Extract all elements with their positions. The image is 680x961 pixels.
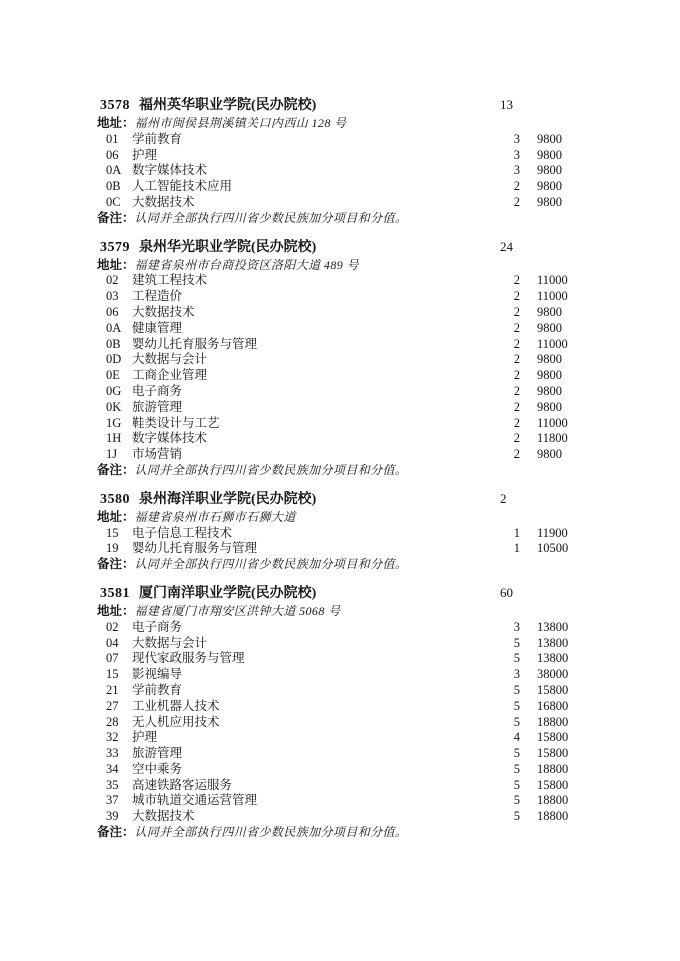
institution-name: 泉州海洋职业学院(民办院校) bbox=[139, 491, 317, 507]
major-code: 32 bbox=[106, 730, 119, 745]
major-row bbox=[97, 305, 570, 321]
major-quota: 2 bbox=[513, 179, 520, 194]
note-label: 备注： bbox=[97, 462, 135, 477]
major-row bbox=[97, 447, 570, 463]
major-quota: 2 bbox=[513, 273, 520, 288]
major-quota: 3 bbox=[513, 147, 520, 162]
major-code: 1H bbox=[106, 431, 122, 446]
major-quota: 5 bbox=[513, 698, 520, 713]
major-row bbox=[97, 400, 570, 416]
major-name: 数字媒体技术 bbox=[132, 163, 208, 178]
note-text: 认同并全部执行四川省少数民族加分项目和分值。 bbox=[134, 210, 408, 225]
major-code: 0E bbox=[106, 368, 120, 383]
note-row bbox=[97, 211, 570, 227]
note-row bbox=[97, 557, 570, 573]
note-label: 备注： bbox=[97, 825, 135, 840]
major-row bbox=[97, 163, 570, 179]
major-name: 鞋类设计与工艺 bbox=[132, 415, 220, 430]
major-row bbox=[97, 273, 570, 289]
major-fee: 9800 bbox=[537, 352, 562, 367]
major-row bbox=[97, 746, 570, 762]
major-quota: 2 bbox=[513, 320, 520, 335]
address-text: 福建省泉州市台商投资区洛阳大道 489 号 bbox=[134, 257, 359, 272]
major-quota: 1 bbox=[513, 525, 520, 540]
major-fee: 18800 bbox=[537, 714, 569, 729]
major-code: 01 bbox=[106, 131, 119, 146]
major-code: 19 bbox=[106, 541, 119, 556]
institution-total-quota: 2 bbox=[500, 490, 507, 506]
address-text: 福建省泉州市石狮市石狮大道 bbox=[134, 509, 296, 524]
major-list bbox=[97, 273, 570, 463]
major-code: 0D bbox=[106, 352, 122, 367]
major-fee: 13800 bbox=[537, 619, 569, 634]
note-label: 备注： bbox=[97, 557, 135, 572]
note-row bbox=[97, 463, 570, 479]
institution-section bbox=[97, 584, 570, 841]
major-row bbox=[97, 195, 570, 211]
major-quota: 5 bbox=[513, 635, 520, 650]
major-code: 33 bbox=[106, 746, 119, 761]
major-fee: 9800 bbox=[537, 383, 562, 398]
major-fee: 18800 bbox=[537, 809, 569, 824]
major-code: 34 bbox=[106, 761, 119, 776]
major-quota: 2 bbox=[513, 399, 520, 414]
address-row bbox=[97, 116, 570, 132]
major-fee: 9800 bbox=[537, 447, 562, 462]
major-code: 0B bbox=[106, 179, 121, 194]
major-quota: 2 bbox=[513, 194, 520, 209]
major-quota: 2 bbox=[513, 289, 520, 304]
major-name: 护理 bbox=[132, 147, 158, 162]
major-quota: 2 bbox=[513, 336, 520, 351]
major-name: 高速铁路客运服务 bbox=[132, 777, 233, 792]
major-name: 人工智能技术应用 bbox=[132, 179, 233, 194]
major-name: 工业机器人技术 bbox=[132, 698, 220, 713]
institution-header bbox=[97, 584, 570, 604]
major-quota: 3 bbox=[513, 619, 520, 634]
major-code: 0A bbox=[106, 163, 122, 178]
major-code: 06 bbox=[106, 147, 119, 162]
major-code: 15 bbox=[106, 525, 119, 540]
major-quota: 3 bbox=[513, 163, 520, 178]
institution-section bbox=[97, 490, 570, 573]
major-quota: 4 bbox=[513, 730, 520, 745]
major-fee: 9800 bbox=[537, 304, 562, 319]
major-name: 健康管理 bbox=[132, 320, 183, 335]
institution-section bbox=[97, 96, 570, 227]
major-fee: 15800 bbox=[537, 777, 569, 792]
major-quota: 2 bbox=[513, 383, 520, 398]
major-fee: 9800 bbox=[537, 179, 562, 194]
major-row bbox=[97, 148, 570, 164]
major-quota: 2 bbox=[513, 415, 520, 430]
major-row bbox=[97, 809, 570, 825]
major-code: 0B bbox=[106, 336, 121, 351]
major-row bbox=[97, 636, 570, 652]
major-name: 护理 bbox=[132, 730, 158, 745]
major-fee: 38000 bbox=[537, 667, 569, 682]
major-name: 大数据技术 bbox=[132, 809, 195, 824]
major-name: 大数据与会计 bbox=[132, 352, 208, 367]
major-row bbox=[97, 715, 570, 731]
major-code: 0A bbox=[106, 320, 122, 335]
major-code: 04 bbox=[106, 635, 119, 650]
major-row bbox=[97, 526, 570, 542]
major-row bbox=[97, 352, 570, 368]
address-text: 福州市闽侯县荆溪镇关口内西山 128 号 bbox=[134, 116, 347, 130]
major-fee: 13800 bbox=[537, 635, 569, 650]
institution-header bbox=[97, 490, 570, 510]
note-row bbox=[97, 825, 570, 841]
major-code: 37 bbox=[106, 793, 119, 808]
major-row bbox=[97, 337, 570, 353]
major-name: 大数据技术 bbox=[132, 304, 195, 319]
institution-section bbox=[97, 238, 570, 479]
major-list bbox=[97, 526, 570, 558]
institution-list bbox=[97, 96, 570, 852]
major-quota: 5 bbox=[513, 746, 520, 761]
major-name: 无人机应用技术 bbox=[132, 714, 220, 729]
major-name: 数字媒体技术 bbox=[132, 431, 208, 446]
major-quota: 5 bbox=[513, 651, 520, 666]
major-row bbox=[97, 667, 570, 683]
note-label: 备注： bbox=[97, 210, 135, 225]
major-name: 城市轨道交通运营管理 bbox=[132, 793, 258, 808]
major-name: 市场营销 bbox=[132, 447, 183, 462]
major-row bbox=[97, 651, 570, 667]
major-code: 1J bbox=[106, 447, 118, 462]
major-name: 工商企业管理 bbox=[132, 368, 208, 383]
major-code: 21 bbox=[106, 682, 119, 697]
major-row bbox=[97, 179, 570, 195]
note-text: 认同并全部执行四川省少数民族加分项目和分值。 bbox=[134, 825, 408, 840]
major-row bbox=[97, 620, 570, 636]
institution-name: 泉州华光职业学院(民办院校) bbox=[139, 239, 317, 255]
institution-code: 3578 bbox=[100, 98, 130, 113]
major-quota: 2 bbox=[513, 431, 520, 446]
major-fee: 9800 bbox=[537, 131, 562, 146]
institution-code: 3581 bbox=[100, 585, 130, 601]
institution-total-quota: 24 bbox=[500, 238, 513, 254]
address-label: 地址： bbox=[97, 509, 135, 524]
major-fee: 9800 bbox=[537, 147, 562, 162]
major-fee: 11800 bbox=[537, 431, 568, 446]
major-fee: 15800 bbox=[537, 682, 569, 697]
address-row bbox=[97, 258, 570, 274]
major-name: 影视编导 bbox=[132, 667, 183, 682]
major-name: 电子商务 bbox=[132, 383, 183, 398]
note-text: 认同并全部执行四川省少数民族加分项目和分值。 bbox=[134, 462, 408, 477]
major-code: 35 bbox=[106, 777, 119, 792]
major-fee: 11000 bbox=[537, 336, 568, 351]
major-quota: 3 bbox=[513, 131, 520, 146]
address-label: 地址： bbox=[97, 257, 135, 272]
major-quota: 2 bbox=[513, 368, 520, 383]
major-name: 旅游管理 bbox=[132, 399, 183, 414]
major-fee: 10500 bbox=[537, 541, 569, 556]
address-text: 福建省厦门市翔安区洪钟大道 5068 号 bbox=[134, 603, 341, 618]
major-code: 0K bbox=[106, 399, 122, 414]
major-row bbox=[97, 699, 570, 715]
major-fee: 13800 bbox=[537, 651, 569, 666]
major-quota: 5 bbox=[513, 809, 520, 824]
address-row bbox=[97, 604, 570, 620]
major-name: 大数据技术 bbox=[132, 194, 195, 209]
major-name: 现代家政服务与管理 bbox=[132, 651, 245, 666]
address-label: 地址： bbox=[97, 116, 135, 130]
major-fee: 9800 bbox=[537, 399, 562, 414]
major-fee: 11900 bbox=[537, 525, 568, 540]
address-row bbox=[97, 510, 570, 526]
major-quota: 2 bbox=[513, 304, 520, 319]
institution-header bbox=[97, 96, 570, 116]
major-row bbox=[97, 778, 570, 794]
major-row bbox=[97, 683, 570, 699]
major-code: 39 bbox=[106, 809, 119, 824]
major-code: 0C bbox=[106, 194, 121, 209]
major-name: 建筑工程技术 bbox=[132, 273, 208, 288]
major-list bbox=[97, 620, 570, 825]
major-name: 旅游管理 bbox=[132, 746, 183, 761]
major-name: 学前教育 bbox=[132, 682, 183, 697]
major-row bbox=[97, 289, 570, 305]
major-fee: 11000 bbox=[537, 415, 568, 430]
major-row bbox=[97, 368, 570, 384]
major-code: 28 bbox=[106, 714, 119, 729]
major-name: 空中乘务 bbox=[132, 761, 183, 776]
major-quota: 2 bbox=[513, 447, 520, 462]
major-fee: 11000 bbox=[537, 273, 568, 288]
major-name: 电子信息工程技术 bbox=[132, 525, 233, 540]
major-row bbox=[97, 132, 570, 148]
institution-name: 厦门南洋职业学院(民办院校) bbox=[139, 585, 317, 601]
major-fee: 16800 bbox=[537, 698, 569, 713]
major-fee: 9800 bbox=[537, 194, 562, 209]
major-fee: 9800 bbox=[537, 368, 562, 383]
major-row bbox=[97, 762, 570, 778]
major-row bbox=[97, 541, 570, 557]
major-name: 婴幼儿托育服务与管理 bbox=[132, 541, 258, 556]
institution-total-quota: 60 bbox=[500, 584, 513, 600]
major-code: 1G bbox=[106, 415, 122, 430]
major-fee: 15800 bbox=[537, 730, 569, 745]
major-code: 15 bbox=[106, 667, 119, 682]
institution-name: 福州英华职业学院(民办院校) bbox=[139, 98, 317, 113]
major-list bbox=[97, 132, 570, 211]
major-row bbox=[97, 730, 570, 746]
institution-code: 3580 bbox=[100, 491, 130, 507]
institution-total-quota: 13 bbox=[500, 97, 513, 112]
institution-code: 3579 bbox=[100, 239, 130, 255]
major-row bbox=[97, 416, 570, 432]
institution-header bbox=[97, 238, 570, 258]
major-fee: 11000 bbox=[537, 289, 568, 304]
major-code: 02 bbox=[106, 619, 119, 634]
major-row bbox=[97, 793, 570, 809]
major-quota: 5 bbox=[513, 682, 520, 697]
major-quota: 5 bbox=[513, 777, 520, 792]
note-text: 认同并全部执行四川省少数民族加分项目和分值。 bbox=[134, 557, 408, 572]
major-name: 电子商务 bbox=[132, 619, 183, 634]
major-fee: 18800 bbox=[537, 761, 569, 776]
major-code: 07 bbox=[106, 651, 119, 666]
major-row bbox=[97, 431, 570, 447]
major-fee: 15800 bbox=[537, 746, 569, 761]
major-code: 27 bbox=[106, 698, 119, 713]
major-row bbox=[97, 321, 570, 337]
major-code: 02 bbox=[106, 273, 119, 288]
major-name: 学前教育 bbox=[132, 131, 183, 146]
address-label: 地址： bbox=[97, 603, 135, 618]
major-quota: 5 bbox=[513, 793, 520, 808]
major-fee: 9800 bbox=[537, 163, 562, 178]
major-code: 0G bbox=[106, 383, 122, 398]
major-fee: 9800 bbox=[537, 320, 562, 335]
major-quota: 1 bbox=[513, 541, 520, 556]
major-name: 婴幼儿托育服务与管理 bbox=[132, 336, 258, 351]
major-code: 06 bbox=[106, 304, 119, 319]
major-name: 大数据与会计 bbox=[132, 635, 208, 650]
major-quota: 5 bbox=[513, 714, 520, 729]
major-quota: 2 bbox=[513, 352, 520, 367]
major-row bbox=[97, 384, 570, 400]
major-quota: 3 bbox=[513, 667, 520, 682]
major-name: 工程造价 bbox=[132, 289, 183, 304]
major-quota: 5 bbox=[513, 761, 520, 776]
major-fee: 18800 bbox=[537, 793, 569, 808]
major-code: 03 bbox=[106, 289, 119, 304]
